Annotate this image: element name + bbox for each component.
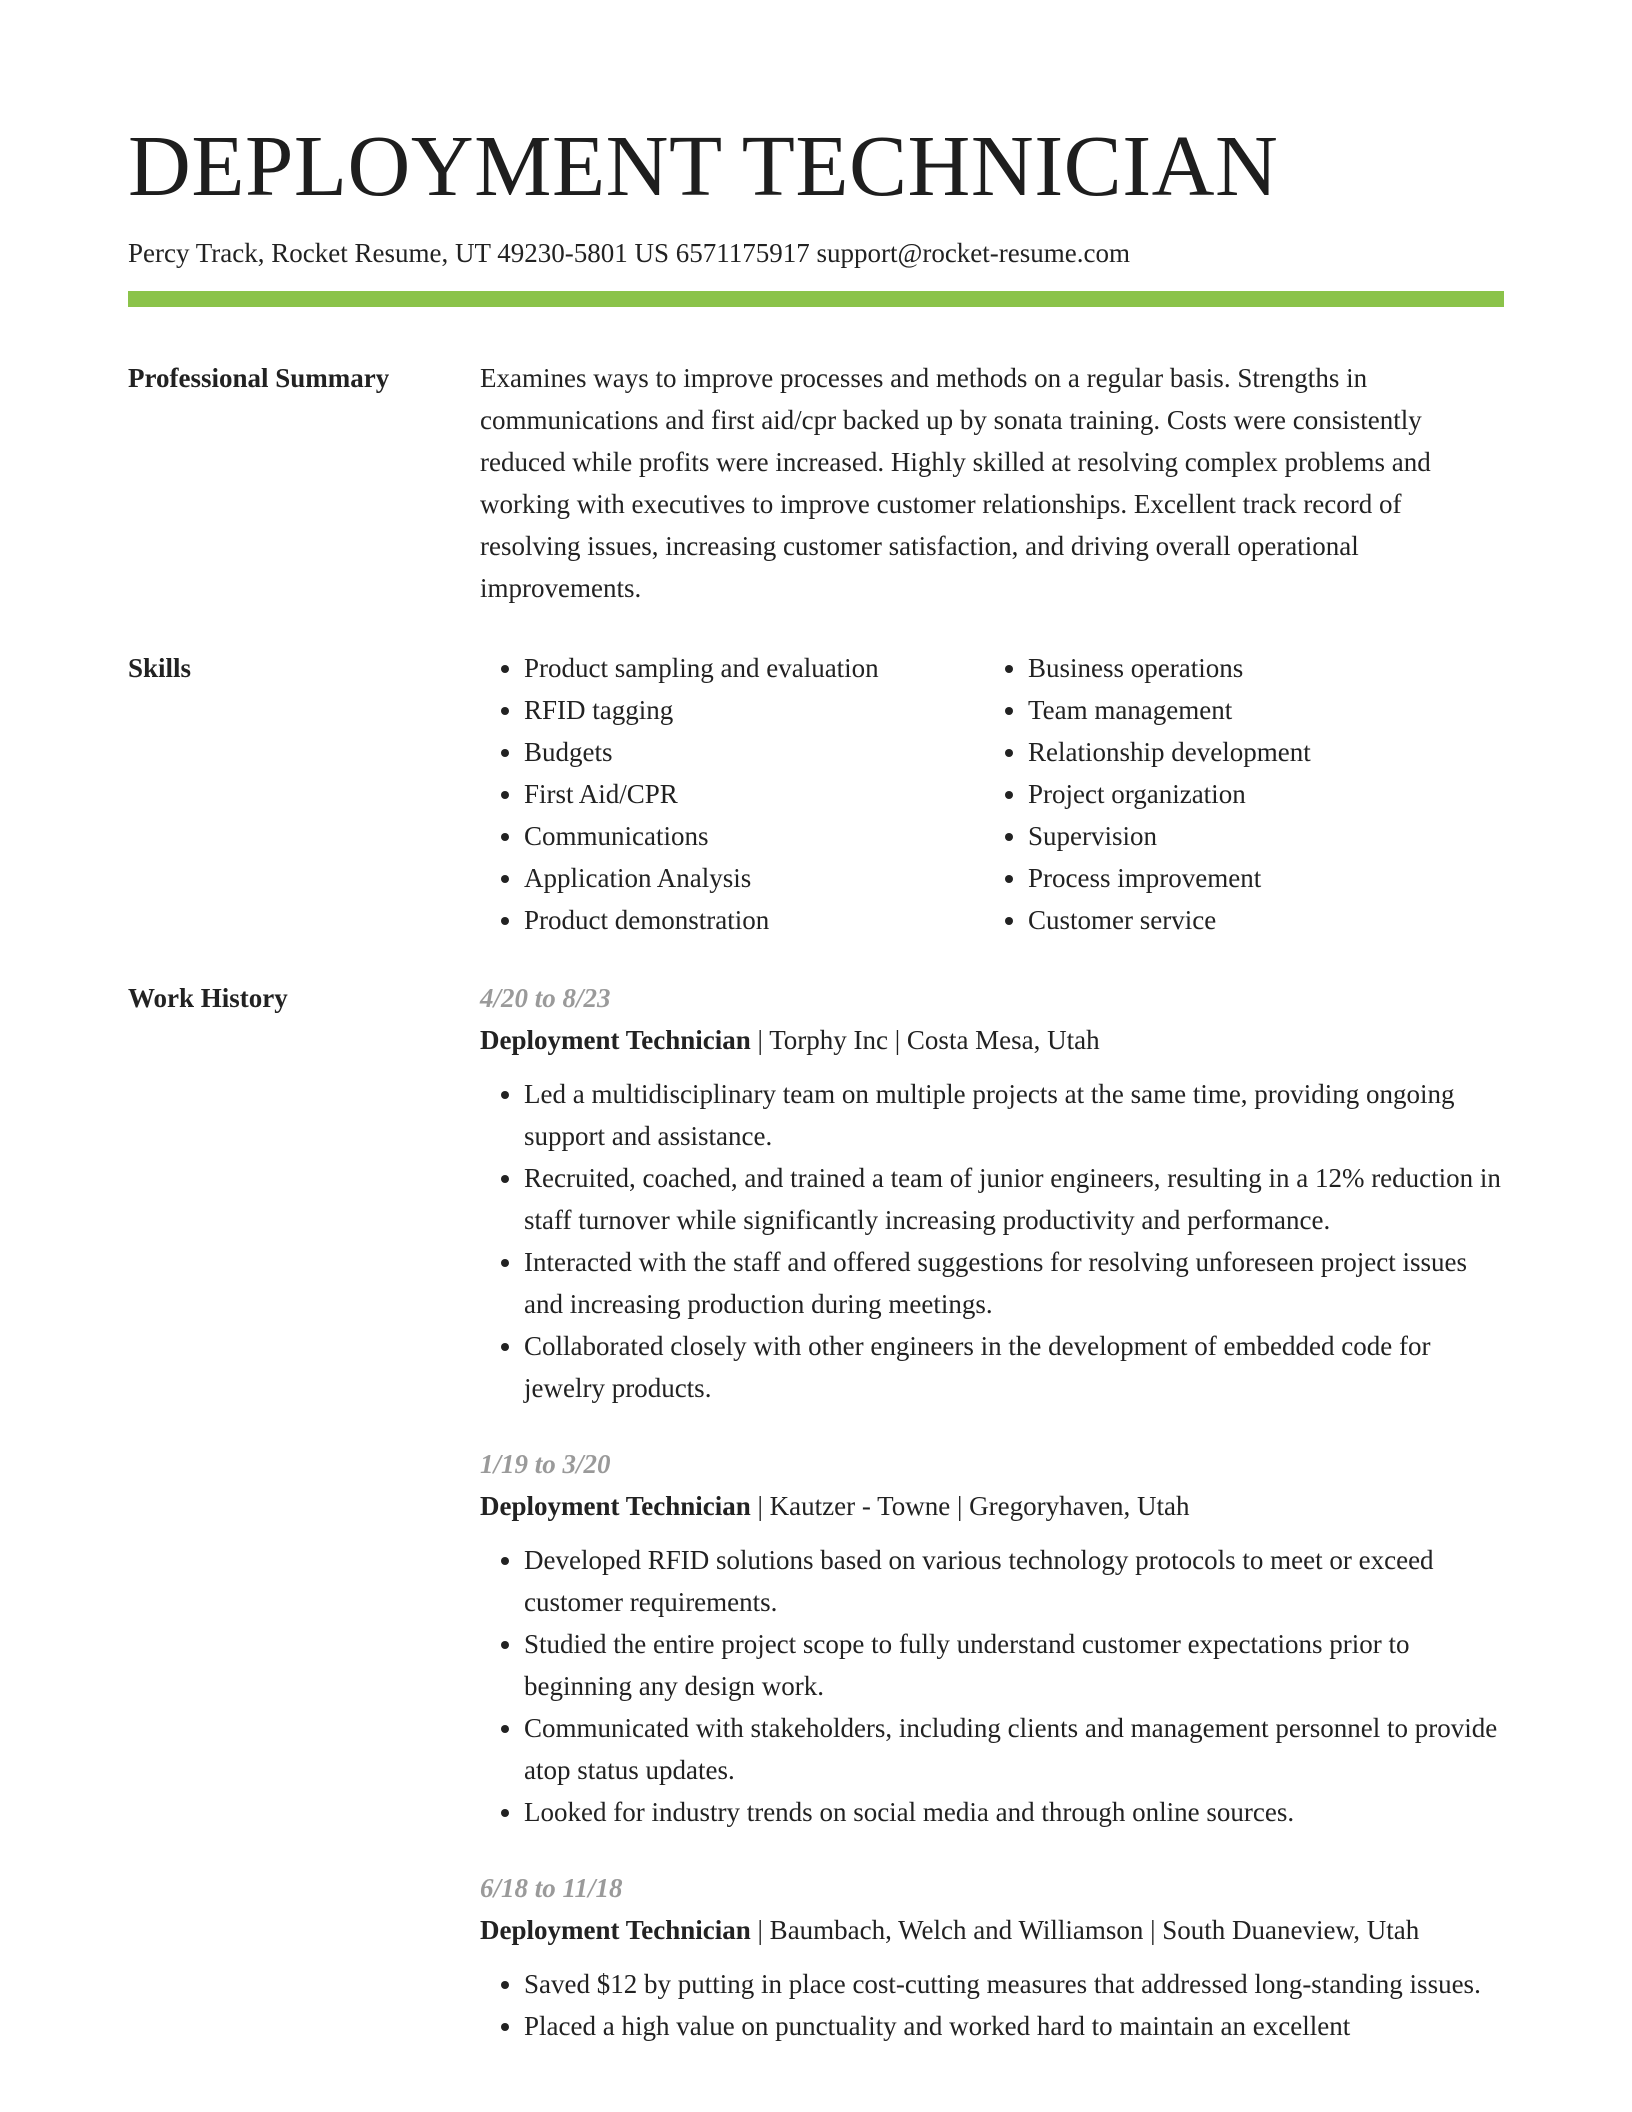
- section-title-skills: Skills: [128, 652, 192, 683]
- job-bullets: [480, 1539, 1504, 1833]
- skill-item: • Budgets: [524, 731, 984, 773]
- skill-item: • RFID tagging: [524, 689, 984, 731]
- job-bullet: • Recruited, coached, and trained a team of junior engineers, resulting in a 12% reduction in staff turnover while significantly increasing productivity and performance.: [524, 1157, 1504, 1241]
- job-details: | Torphy Inc | Costa Mesa, Utah: [750, 1024, 1100, 1055]
- job-details: | Baumbach, Welch and Williamson | South Duaneview, Utah: [750, 1914, 1420, 1945]
- skill-item: • Business operations: [1028, 647, 1488, 689]
- skill-item: • Customer service: [1028, 899, 1488, 941]
- summary-section: [128, 357, 1504, 609]
- job-bullet: • Communicated with stakeholders, including clients and management personnel to provide atop status updates.: [524, 1707, 1504, 1791]
- job-entry: [480, 977, 1504, 1409]
- job-heading: [480, 1019, 1504, 1061]
- skill-item: • Team management: [1028, 689, 1488, 731]
- skill-item: • Communications: [524, 815, 984, 857]
- contact-line: Percy Track, Rocket Resume, UT 49230-5801 US 6571175917 support@rocket-resume.com: [128, 237, 1130, 268]
- header-divider: [128, 291, 1504, 307]
- job-bullet: • Led a multidisciplinary team on multiple projects at the same time, providing ongoing support and assistance.: [524, 1073, 1504, 1157]
- resume-name: DEPLOYMENT TECHNICIAN: [128, 117, 1279, 214]
- job-bullet: • Developed RFID solutions based on various technology protocols to meet or exceed customer requirements.: [524, 1539, 1504, 1623]
- section-title-work: Work History: [128, 982, 288, 1013]
- job-dates: 6/18 to 11/18: [480, 1872, 623, 1903]
- skill-item: • Relationship development: [1028, 731, 1488, 773]
- job-bullet: • Studied the entire project scope to fully understand customer expectations prior to beginning any design work.: [524, 1623, 1504, 1707]
- skills-list-right: [984, 647, 1488, 941]
- skills-grid: [480, 647, 1504, 941]
- skill-item: • Application Analysis: [524, 857, 984, 899]
- resume-page: [128, 118, 1504, 2081]
- skills-section: [128, 647, 1504, 941]
- job-bullet: • Saved $12 by putting in place cost-cutting measures that addressed long-standing issues.: [524, 1963, 1504, 2005]
- job-title: Deployment Technician: [480, 1490, 751, 1521]
- job-bullet: • Placed a high value on punctuality and worked hard to maintain an excellent: [524, 2005, 1504, 2047]
- job-entry: [480, 1867, 1504, 2047]
- job-details: | Kautzer - Towne | Gregoryhaven, Utah: [750, 1490, 1190, 1521]
- skill-item: • Supervision: [1028, 815, 1488, 857]
- section-title-summary: Professional Summary: [128, 362, 390, 393]
- job-title: Deployment Technician: [480, 1024, 751, 1055]
- skill-item: • First Aid/CPR: [524, 773, 984, 815]
- skill-item: • Process improvement: [1028, 857, 1488, 899]
- skills-list-left: [480, 647, 984, 941]
- job-dates: 4/20 to 8/23: [480, 982, 611, 1013]
- job-bullets: [480, 1963, 1504, 2047]
- job-title: Deployment Technician: [480, 1914, 751, 1945]
- job-bullets: [480, 1073, 1504, 1409]
- skill-item: • Project organization: [1028, 773, 1488, 815]
- job-bullet: • Interacted with the staff and offered suggestions for resolving unforeseen project issues and increasing production during meetings.: [524, 1241, 1504, 1325]
- skill-item: • Product sampling and evaluation: [524, 647, 984, 689]
- job-heading: [480, 1909, 1504, 1951]
- work-history-section: [128, 977, 1504, 2081]
- skill-item: • Product demonstration: [524, 899, 984, 941]
- job-heading: [480, 1485, 1504, 1527]
- job-bullet: • Collaborated closely with other engineers in the development of embedded code for jewelry products.: [524, 1325, 1504, 1409]
- summary-text: Examines ways to improve processes and methods on a regular basis. Strengths in communications and first aid/cpr backed up by sonata training. Costs were consistently reduced while profits were increased. Highly skilled at resolving complex problems and working with executives to improve customer relationships. Excellent track record of resolving issues, increasing customer satisfaction, and driving overall operational improvements.: [480, 362, 1431, 603]
- job-bullet: • Looked for industry trends on social media and through online sources.: [524, 1791, 1504, 1833]
- job-dates: 1/19 to 3/20: [480, 1448, 611, 1479]
- job-entry: [480, 1443, 1504, 1833]
